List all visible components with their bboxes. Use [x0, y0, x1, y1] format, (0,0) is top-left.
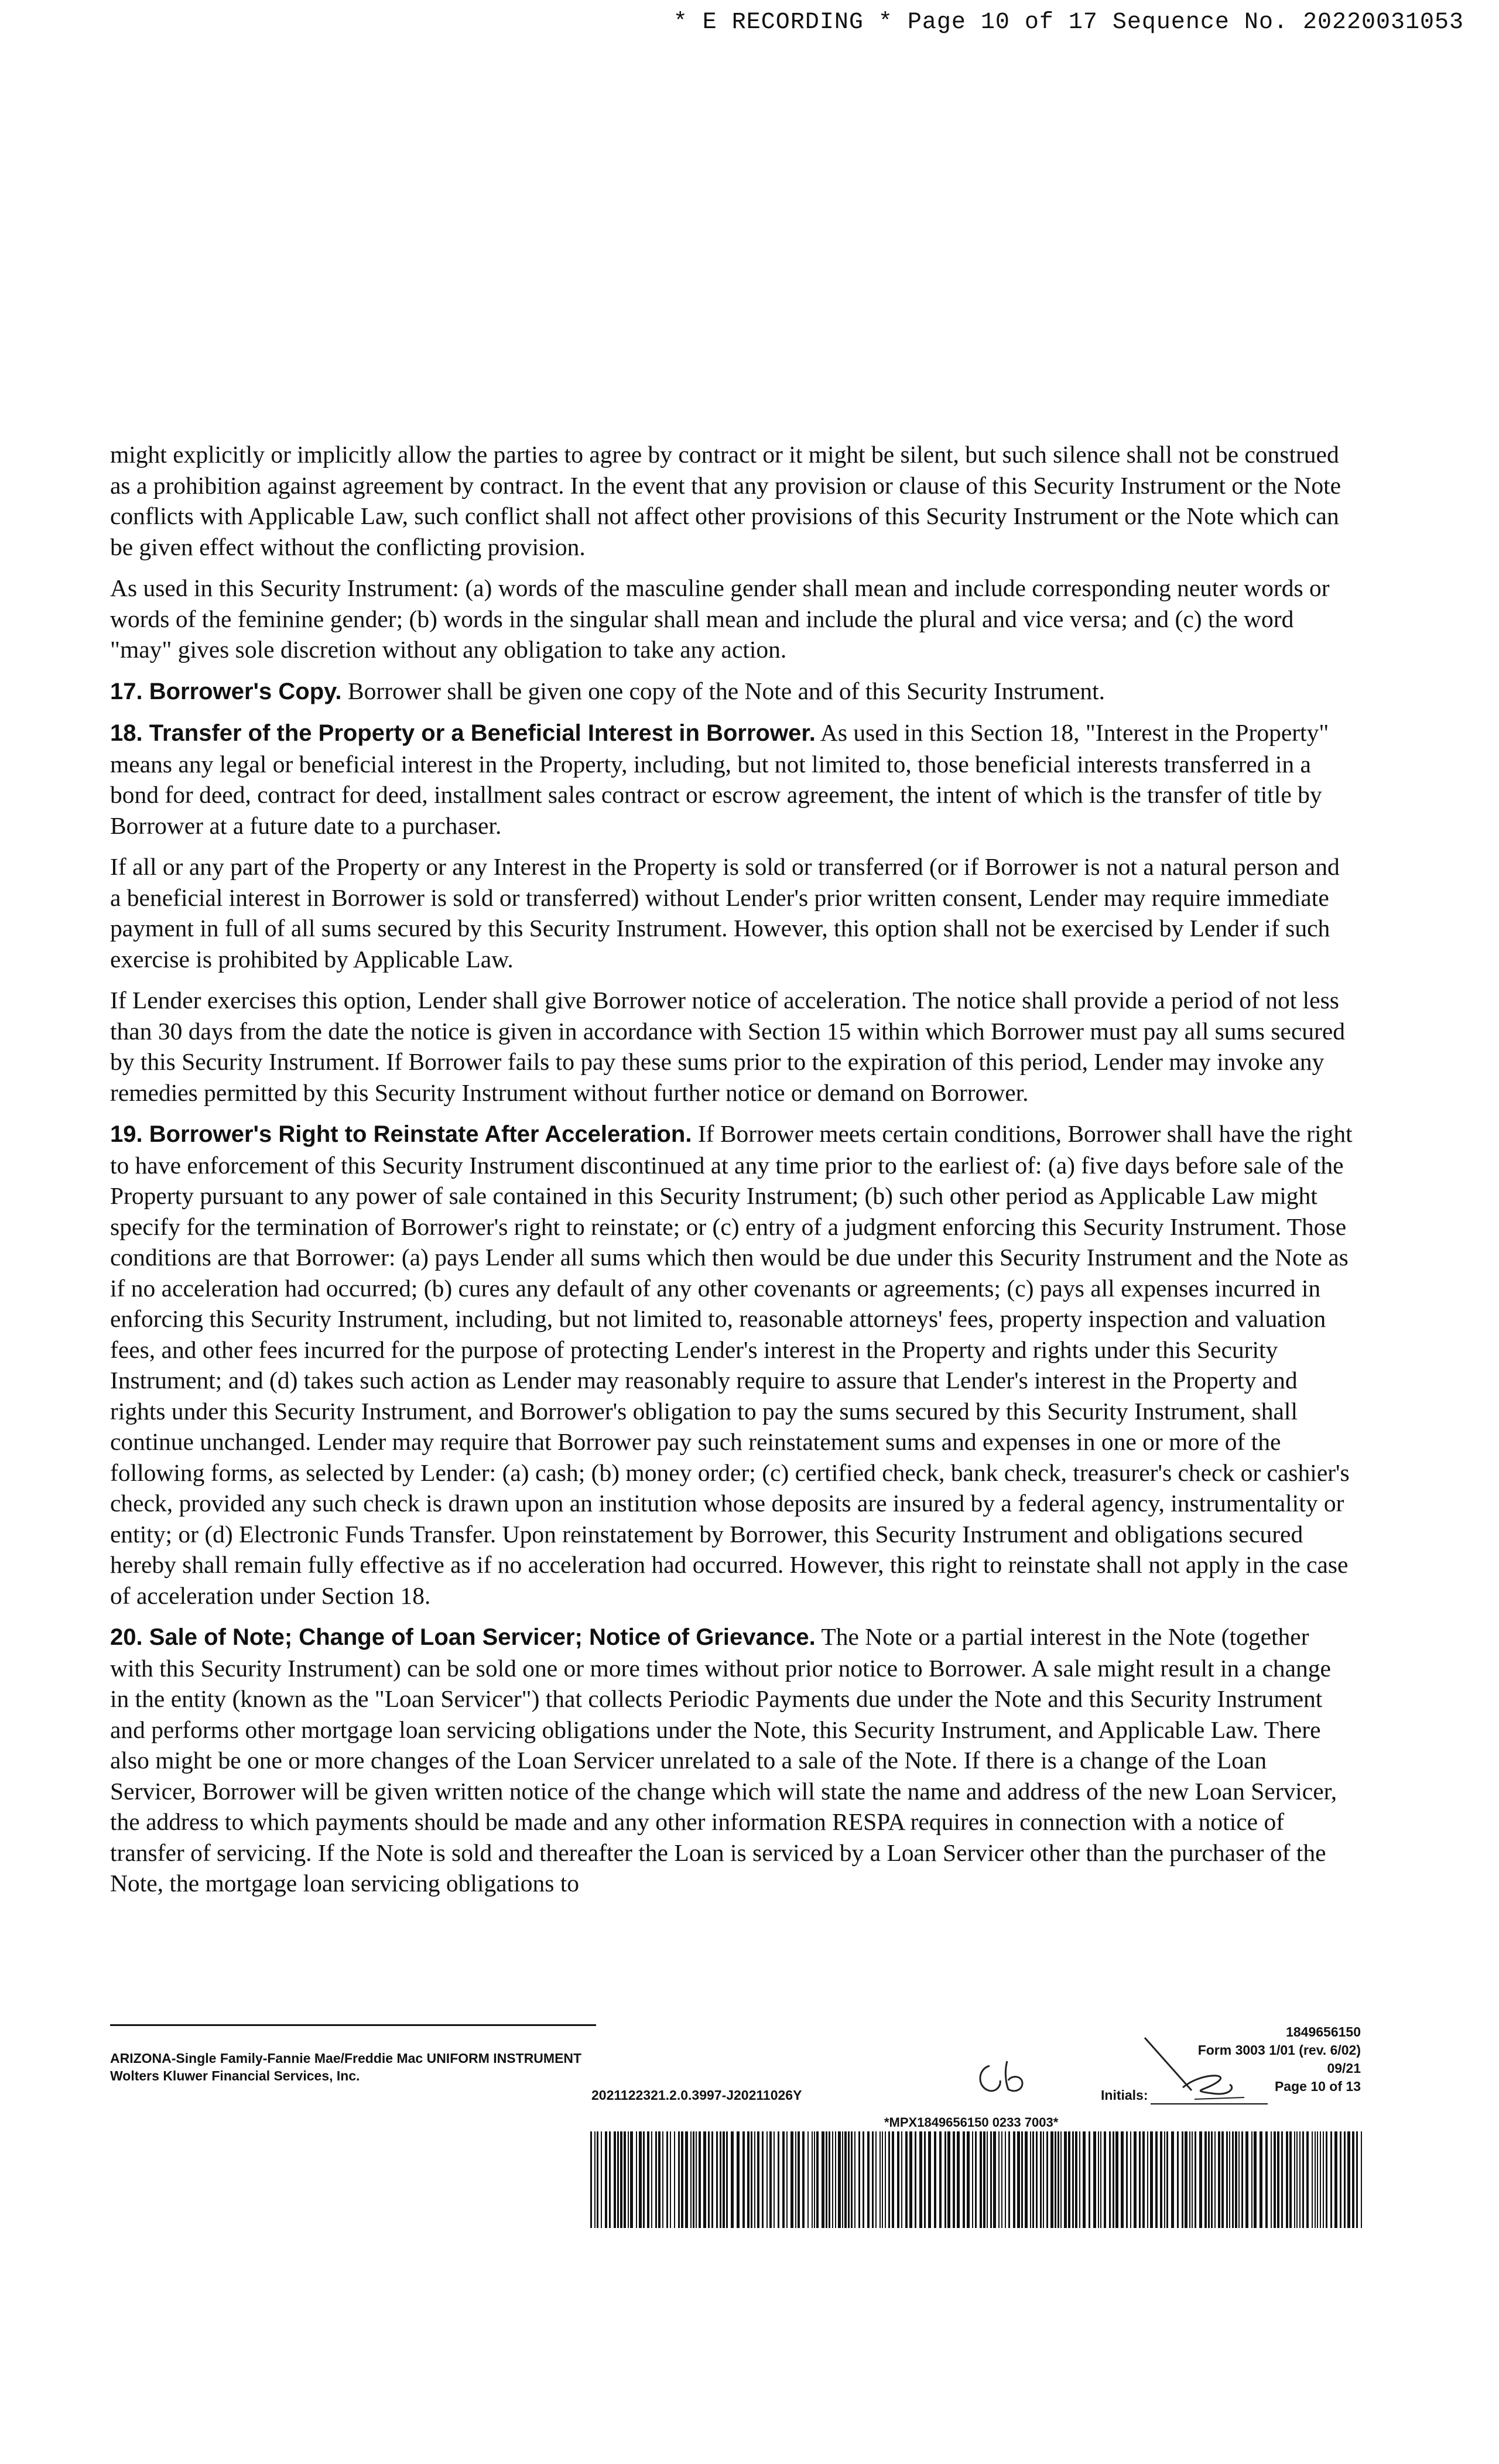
form-date: 09/21 [1327, 2061, 1361, 2076]
section-18-transfer [110, 717, 1354, 841]
paragraph-text: As used in this Security Instrument: (a) words of the masculine gender shall mean and include corresponding neuter words or words of the feminine gender; (b) words in the singular shall mean and include the plural and vice versa; and (c) the word "may" gives sole discretion without any obligation to take any action. [110, 574, 1330, 663]
section-heading: 20. Sale of Note; Change of Loan Servicer; Notice of Grievance. [110, 1624, 816, 1650]
section-17-borrowers-copy [110, 676, 1354, 707]
paragraph-text: As used in this Section 18, "Interest in the Property" means any legal or beneficial interest in the Property, including, but not limited to, those beneficial interests transferred in a bond for deed, contract for deed, installment sales contract or escrow agreement, the intent of which is the transfer of title by Borrower at a future date to a purchaser. [110, 719, 1329, 839]
paragraph-text: Borrower shall be given one copy of the Note and of this Security Instrument. [341, 677, 1106, 704]
section-20-sale-of-note [110, 1621, 1354, 1899]
form-number: Form 3003 1/01 (rev. 6/02) [1197, 2042, 1361, 2058]
section-19-reinstate [110, 1118, 1354, 1611]
paragraph-text: The Note or a partial interest in the Note (together with this Security Instrument) can be sold one or more times without prior notice to Borrower. A sale might result in a change in the entity (known as the "Loan Servicer") that collects Periodic Payments due under the Note and this Security Instrument and performs other mortgage loan servicing obligations under the Note, this Security Instrument, and Applicable Law. There also might be one or more changes of the Loan Servicer unrelated to a sale of the Note. If there is a change of the Loan Servicer, Borrower will be given written notice of the change which will state the name and address of the new Loan Servicer, the address to which payments should be made and any other information RESPA requires in connection with a notice of transfer of servicing. If the Note is sold and thereafter the Loan is serviced by a Loan Servicer other than the purchaser of the Note, the mortgage loan servicing obligations to [110, 1623, 1337, 1897]
document-code: 2021122321.2.0.3997-J20211026Y [591, 2087, 802, 2103]
barcode-label: *MPX1849656150 0233 7003* [884, 2115, 1059, 2130]
section-heading: 17. Borrower's Copy. [110, 678, 342, 704]
barcode [590, 2131, 1363, 2228]
initials-line [1151, 2103, 1268, 2104]
paragraph-text: If Borrower meets certain conditions, Borrower shall have the right to have enforcement of this Security Instrument discontinued at any time prior to the earliest of: (a) five days before sale of the Property pursuant to any power of sale contained in this Security Instrument; (b) such other period as Applicable Law might specify for the termination of Borrower's right to reinstate; or (c) entry of a judgment enforcing this Security Instrument. Those conditions are that Borrower: (a) pays Lender all sums which then would be due under this Security Instrument and the Note as if no acceleration had occurred; (b) cures any default of any other covenants or agreements; (c) pays all expenses incurred in enforcing this Security Instrument, including, but not limited to, reasonable attorneys' fees, property inspection and valuation fees, and other fees incurred for the purpose of protecting Lender's interest in the Property and rights under this Security Instrument; and (d) takes such action as Lender may reasonably require to assure that Lender's interest in the Property and rights under this Security Instrument, and Borrower's obligation to pay the sums secured by this Security Instrument, shall continue unchanged. Lender may require that Borrower pay such reinstatement sums and expenses in one or more of the following forms, as selected by Lender: (a) cash; (b) money order; (c) certified check, bank check, treasurer's check or cashier's check, provided any such check is drawn upon an institution whose deposits are insured by a federal agency, instrumentality or entity; or (d) Electronic Funds Transfer. Upon reinstatement by Borrower, this Security Instrument and obligations secured hereby shall remain fully effective as if no acceleration had occurred. However, this right to reinstate shall not apply in the case of acceleration under Section 18. [110, 1120, 1353, 1609]
handwritten-initials-1 [972, 2054, 1036, 2101]
form-title: ARIZONA-Single Family-Fannie Mae/Freddie Mac UNIFORM INSTRUMENT [110, 2051, 582, 2066]
paragraph-gender-number [110, 573, 1354, 665]
recording-header: * E RECORDING * Page 10 of 17 Sequence No. 20220031053 [673, 9, 1464, 36]
initials-label: Initials: [1101, 2087, 1148, 2103]
section-heading: 18. Transfer of the Property or a Beneficial Interest in Borrower. [110, 720, 816, 746]
paragraph-text: might explicitly or implicitly allow the parties to agree by contract or it might be silent, but such silence shall not be construed as a prohibition against agreement by contract. In the event that any provision or clause of this Security Instrument or the Note conflicts with Applicable Law, such conflict shall not affect other provisions of this Security Instrument or the Note which can be given effect without the conflicting provision. [110, 441, 1341, 560]
section-heading: 19. Borrower's Right to Reinstate After Acceleration. [110, 1121, 692, 1147]
publisher: Wolters Kluwer Financial Services, Inc. [110, 2068, 360, 2083]
paragraph-transfer-consent [110, 851, 1354, 974]
footer-divider [110, 2024, 596, 2026]
document-body [110, 439, 1354, 1909]
paragraph-acceleration-notice [110, 985, 1354, 1108]
footer-form-info [110, 2049, 581, 2085]
loan-number: 1849656150 [1286, 2024, 1361, 2039]
paragraph-text: If Lender exercises this option, Lender shall give Borrower notice of acceleration. The notice shall provide a period of not less than 30 days from the date the notice is given in accordance with Section 15 within which Borrower must pay all sums secured by this Security Instrument. If Borrower fails to pay these sums prior to the expiration of this period, Lender may invoke any remedies permitted by this Security Instrument without further notice or demand on Borrower. [110, 987, 1346, 1106]
paragraph-text: If all or any part of the Property or any Interest in the Property is sold or transferred (or if Borrower is not a natural person and a beneficial interest in Borrower is sold or transferred) without Lender's prior written consent, Lender may require immediate payment in full of all sums secured by this Security Instrument. However, this option shall not be exercised by Lender if such exercise is prohibited by Applicable Law. [110, 853, 1340, 973]
footer-form-meta [1198, 2023, 1361, 2096]
paragraph-applicable-law-continued [110, 439, 1354, 562]
page-number: Page 10 of 13 [1274, 2079, 1361, 2094]
